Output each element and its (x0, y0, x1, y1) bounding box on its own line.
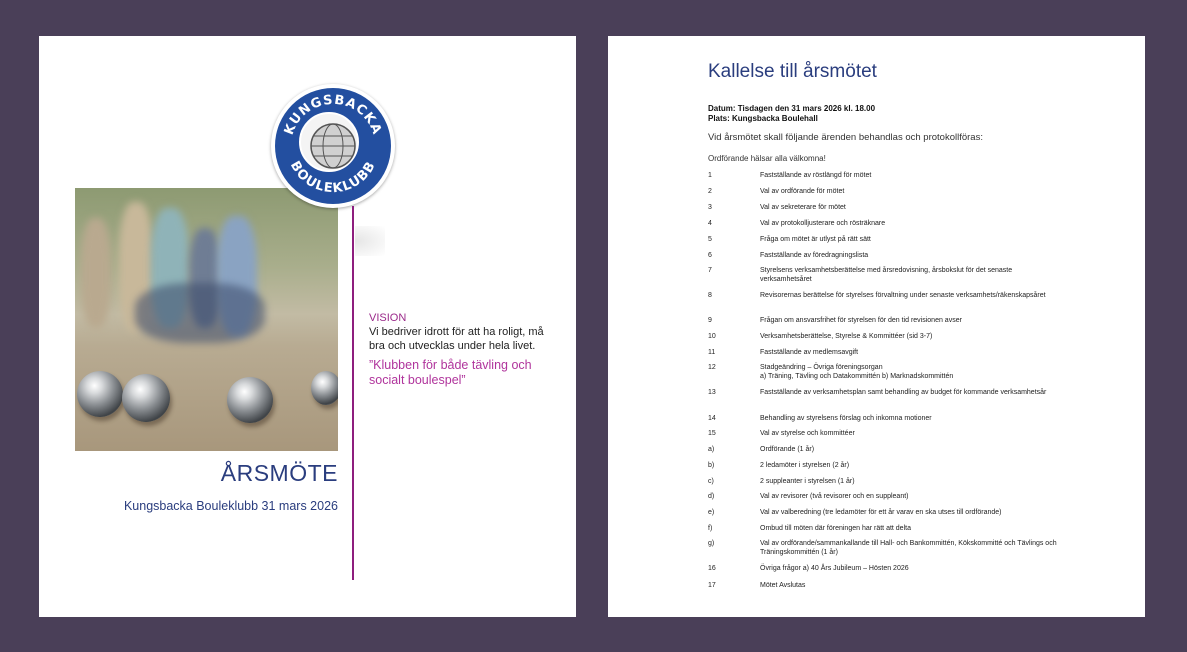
agenda-title: Kallelse till årsmötet (708, 61, 877, 82)
agenda-item-text: Frågan om ansvarsfrihet för styrelsen för den tid revisionen avser (760, 317, 962, 324)
agenda-item-text: Fastställande av röstlängd för mötet (760, 172, 872, 179)
agenda-item-number: 6 (708, 252, 712, 259)
agenda-page (608, 36, 1145, 617)
agenda-item-text: Fastställande av medlemsavgift (760, 349, 859, 356)
agenda-item-number: 11 (708, 349, 716, 356)
decorative-shadow (355, 226, 385, 256)
agenda-item-number: 13 (708, 389, 716, 396)
agenda-item-number: 16 (708, 565, 716, 572)
agenda-item-text: Stadgeändring – Övriga föreningsorgan a) Träning, Tävling och Datakommittén b) Marknadskommittén (760, 364, 954, 380)
agenda-item-number: f) (708, 525, 713, 532)
agenda-item-text: 2 suppleanter i styrelsen (1 år) (760, 478, 855, 485)
agenda-item-text: Revisorernas berättelse för styrelses förvaltning under senaste verksamhets/räkenskapsåret (760, 292, 1046, 299)
agenda-item-number: b) (708, 462, 715, 469)
meeting-place: Plats: Kungsbacka Boulehall (708, 114, 818, 123)
agenda-item-number: 9 (708, 317, 712, 324)
agenda-item-text: Val av ordförande/sammankallande till Hall- och Bankommittén, Kökskommitté och Tävlings och Träningskommittén (1 år) (760, 540, 1057, 556)
club-logo (271, 84, 395, 208)
agenda-item-text: Val av sekreterare för mötet (760, 204, 846, 211)
vision-text: Vi bedriver idrott för att ha roligt, må bra och utvecklas under hela livet. (369, 326, 544, 352)
boule-ball (77, 371, 123, 417)
agenda-item-text: Val av protokolljusterare och rösträknare (760, 220, 886, 227)
agenda-item-number: 14 (708, 415, 716, 422)
agenda-item-text: Val av revisorer (två revisorer och en suppleant) (760, 493, 909, 500)
agenda-item-text: Fråga om mötet är utlyst på rätt sätt (760, 236, 871, 243)
agenda-intro: Vid årsmötet skall följande ärenden behandlas och protokollföras: (708, 132, 983, 143)
logo-bottom-text: BOULEKLUBB (286, 158, 380, 197)
agenda-item-number: d) (708, 493, 715, 500)
agenda-item-text: Verksamhetsberättelse, Styrelse & Kommittéer (sid 3-7) (760, 333, 933, 340)
agenda-item-number: 4 (708, 220, 712, 227)
meeting-date: Datum: Tisdagen den 31 mars 2026 kl. 18.00 (708, 104, 876, 113)
vision-heading: VISION (369, 312, 407, 324)
agenda-item-number: a) (708, 446, 715, 453)
agenda-item-number: 12 (708, 364, 716, 371)
agenda-item-text: Övriga frågor a) 40 Års Jubileum – Hösten 2026 (760, 565, 909, 572)
agenda-item-text: Fastställande av verksamhetsplan samt behandling av budget för kommande verksamhetsår (760, 389, 1047, 396)
agenda-item-text: Fastställande av föredragningslista (760, 252, 869, 259)
agenda-item-text: Ordförande (1 år) (760, 446, 815, 453)
logo-top-text: KUNGSBACKA (281, 92, 385, 138)
boule-ball (227, 377, 273, 423)
agenda-item-number: g) (708, 540, 715, 547)
agenda-item-number: e) (708, 509, 715, 516)
agenda-item-text: Val av styrelse och kommittéer (760, 430, 855, 437)
agenda-item-text: 2 ledamöter i styrelsen (2 år) (760, 462, 850, 469)
agenda-item-text: Styrelsens verksamhetsberättelse med årsredovisning, årsbokslut för det senaste verksamhetsåret (760, 267, 1013, 283)
agenda-item-number: 2 (708, 188, 712, 195)
cover-page (39, 36, 576, 617)
agenda-item-number: 3 (708, 204, 712, 211)
agenda-item-number: c) (708, 478, 714, 485)
agenda-item-text: Behandling av styrelsens förslag och inkomna motioner (760, 415, 932, 422)
boule-ball (311, 371, 338, 405)
agenda-item-text: Val av ordförande för mötet (760, 188, 845, 195)
document-title: ÅRSMÖTE (220, 460, 338, 486)
agenda-item-text: Val av valberedning (tre ledamöter för ett år varav en ska utses till ordförande) (760, 509, 1002, 516)
club-quote: ”Klubben för både tävling och socialt boulespel” (369, 358, 532, 387)
accent-line (352, 206, 354, 580)
agenda-item-number: 10 (708, 333, 716, 340)
document-subtitle: Kungsbacka Bouleklubb 31 mars 2026 (123, 499, 338, 513)
welcome-line: Ordförande hälsar alla välkomna! (708, 154, 826, 163)
agenda-item-number: 5 (708, 236, 712, 243)
agenda-item-text: Ombud till möten där föreningen har rätt att delta (760, 525, 911, 532)
agenda-item-number: 15 (708, 430, 716, 437)
agenda-item-number: 7 (708, 267, 712, 274)
agenda-item-number: 17 (708, 582, 716, 589)
agenda-item-number: 1 (708, 172, 712, 179)
agenda-item-text: Mötet Avslutas (760, 582, 806, 589)
boule-ball (122, 374, 170, 422)
boule-photo (75, 188, 338, 451)
agenda-item-number: 8 (708, 292, 712, 299)
